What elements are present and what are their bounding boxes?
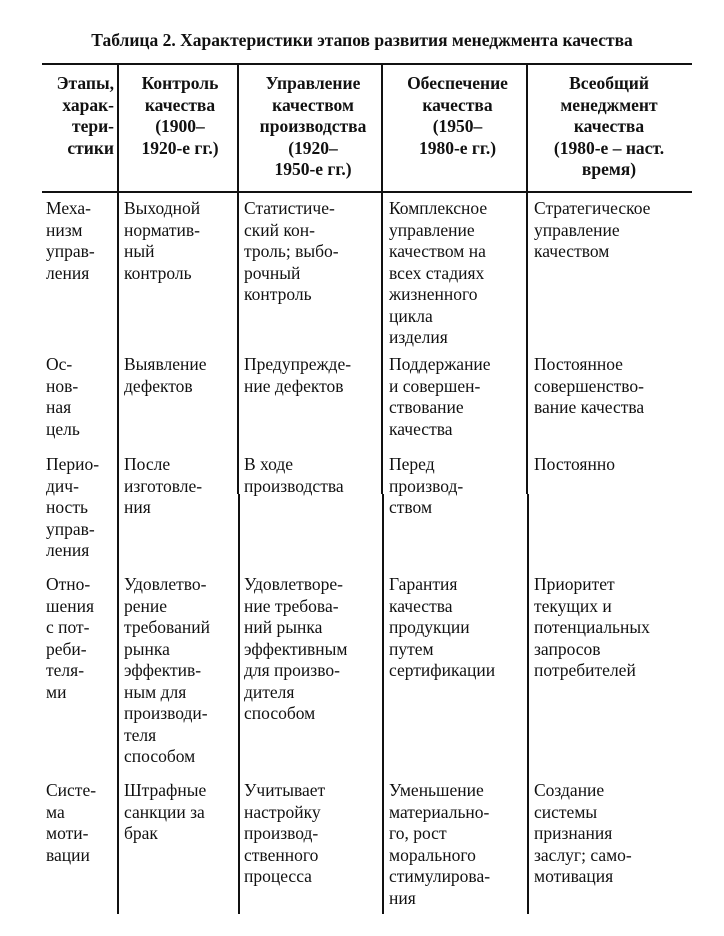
header-cell-stages: Этапы, харак- тери- стики — [56, 73, 114, 158]
table-cell: Комплексное управление качеством на всех стадиях жизненного цикла изделия — [389, 198, 488, 347]
table-cell: Стратегическое управление качеством — [534, 198, 651, 261]
table-cell: Постоянно — [534, 454, 615, 474]
table-cell: Учитывает настройку производ- ственного процесса — [244, 780, 326, 886]
table-cell: Перед производ- ством — [389, 454, 464, 517]
table-cell: В ходе производства — [244, 454, 344, 496]
table-cell: Создание системы признания заслуг; само- мотивация — [534, 780, 632, 886]
header-cell-quality-assurance: Обеспечение качества (1950– 1980-е гг.) — [407, 73, 508, 158]
row-label: Меха- низм управ- ления — [46, 198, 95, 283]
column-divider — [238, 494, 240, 914]
header-bottom-rule — [42, 191, 692, 193]
table-cell: Статистиче- ский кон- троль; выбо- рочный контроль — [244, 198, 339, 304]
row-label: Систе- ма моти- вации — [46, 780, 97, 865]
column-divider — [526, 64, 528, 494]
row-label: Отно- шения с пот- реби- теля- ми — [46, 574, 95, 702]
table-cell: Гарантия качества продукции путем сертификации — [389, 574, 496, 680]
row-label: Перио- дич- ность управ- ления — [46, 454, 100, 560]
header-cell-total-quality-management: Всеобщий менеджмент качества (1980-е – наст. время) — [553, 73, 665, 179]
table-cell: Уменьшение материально- го, рост морального стимулирова- ния — [389, 780, 491, 908]
table-cell: Предупрежде- ние дефектов — [244, 354, 352, 396]
table-cell: Приоритет текущих и потенциальных запросов потребителей — [534, 574, 650, 680]
table-cell: Постоянное совершенство- вание качества — [534, 354, 645, 417]
header-cell-quality-control: Контроль качества (1900– 1920-е гг.) — [141, 73, 219, 158]
table-title: Таблица 2. Характеристики этапов развития менеджмента качества — [91, 30, 633, 50]
table-cell: Поддержание и совершен- ствование качества — [389, 354, 491, 439]
table-cell: Выявление дефектов — [124, 354, 207, 396]
table-top-rule — [42, 63, 692, 65]
column-divider — [237, 64, 239, 494]
table-cell: Удовлетворе- ние требова- ний рынка эффективным для произво- дителя способом — [244, 574, 348, 723]
table-cell: Удовлетво- рение требований рынка эффектив- ным для производи- теля способом — [124, 574, 210, 766]
column-divider — [382, 494, 384, 914]
row-label: Ос- нов- ная цель — [46, 354, 80, 439]
header-cell-production-quality-management: Управление качеством производства (1920– 1950-е гг.) — [259, 73, 367, 179]
table-cell: Выходной норматив- ный контроль — [124, 198, 201, 283]
table-cell: После изготовле- ния — [124, 454, 203, 517]
column-divider — [527, 494, 529, 914]
table-cell: Штрафные санкции за брак — [124, 780, 207, 843]
